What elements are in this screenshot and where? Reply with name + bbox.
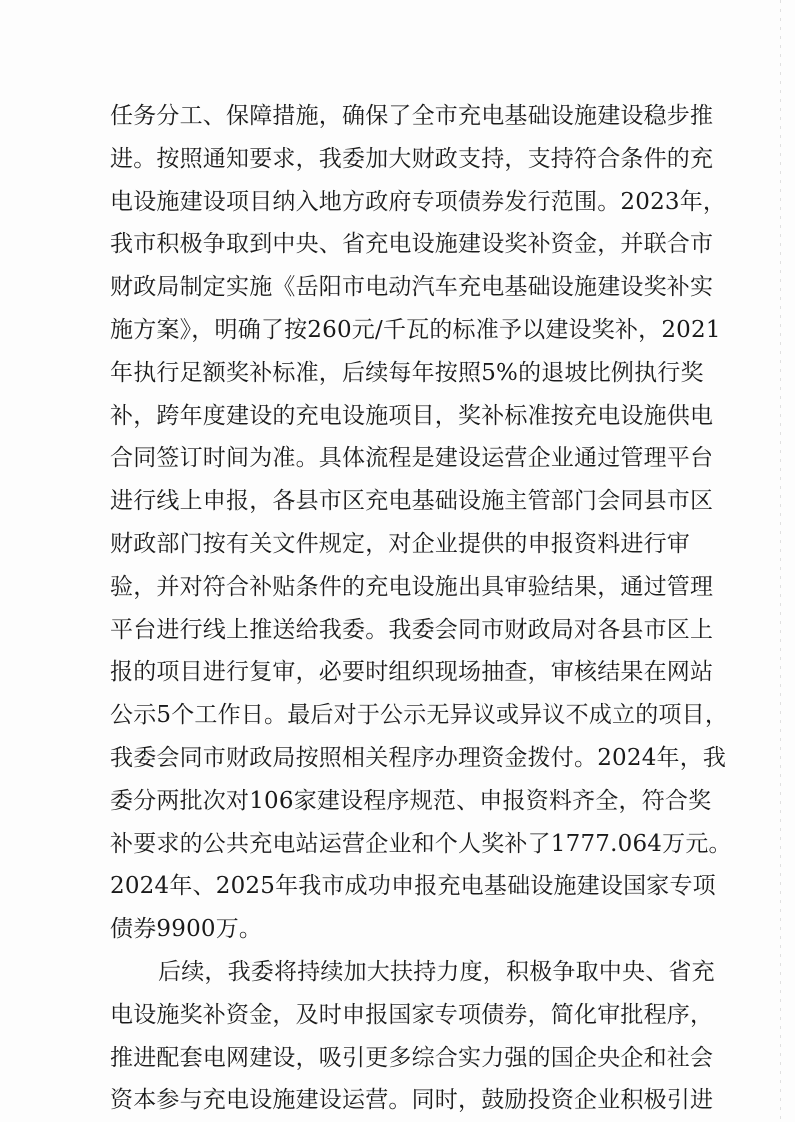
text-line: 施方案》，明确了按260元/千瓦的标准予以建设奖补，2021 [110, 316, 721, 343]
scan-edge-mark [780, 0, 781, 1122]
text-line: 电设施建设项目纳入地方政府专项债券发行范围。2023年， [110, 188, 727, 215]
text-line: 我委会同市财政局按照相关程序办理资金拨付。2024年，我 [110, 744, 727, 771]
paragraph-next-steps [110, 951, 715, 1122]
text-line: 债券9900万。 [110, 916, 263, 943]
text-line: 电设施奖补资金，及时申报国家专项债券，简化审批程序， [110, 1001, 714, 1028]
text-line: 补要求的公共充电站运营企业和个人奖补了1777.064万元。 [110, 830, 732, 857]
text-line: 合同签订时间为准。具体流程是建设运营企业通过管理平台 [110, 445, 714, 472]
text-line: 委分两批次对106家建设程序规范、申报资料齐全，符合奖 [110, 787, 712, 814]
paragraph-funding-process [110, 95, 732, 951]
text-line: 平台进行线上推送给我委。我委会同市财政局对各县市区上 [110, 616, 714, 643]
text-line: 资本参与充电设施建设运营。同时，鼓励投资企业积极引进 [110, 1087, 714, 1114]
text-line: 进。按照通知要求，我委加大财政支持，支持符合条件的充 [110, 145, 714, 172]
text-line: 推进配套电网建设，吸引更多综合实力强的国企央企和社会 [110, 1044, 714, 1071]
text-line: 财政部门按有关文件规定，对企业提供的申报资料进行审 [110, 530, 690, 557]
text-line: 年执行足额奖补标准，后续每年按照5%的退坡比例执行奖 [110, 359, 704, 386]
text-line: 补，跨年度建设的充电设施项目，奖补标准按充电设施供电 [110, 402, 714, 429]
text-line: 验，并对符合补贴条件的充电设施出具审验结果，通过管理 [110, 573, 714, 600]
text-line: 进行线上申报，各县市区充电基础设施主管部门会同县市区 [110, 488, 714, 515]
text-line: 公示5个工作日。最后对于公示无异议或异议不成立的项目， [110, 702, 729, 729]
text-line: 2024年、2025年我市成功申报充电基础设施建设国家专项 [110, 873, 716, 900]
text-line: 财政局制定实施《岳阳市电动汽车充电基础设施建设奖补实 [110, 274, 714, 301]
text-line: 任务分工、保障措施，确保了全市充电基础设施建设稳步推 [110, 103, 714, 129]
text-line: 报的项目进行复审，必要时组织现场抽查，审核结果在网站 [110, 659, 714, 686]
text-line: 我市积极争取到中央、省充电设施建设奖补资金，并联合市 [110, 231, 714, 258]
body-text [110, 95, 732, 1122]
text-line: 后续，我委将持续加大扶持力度，积极争取中央、省充 [158, 958, 715, 985]
